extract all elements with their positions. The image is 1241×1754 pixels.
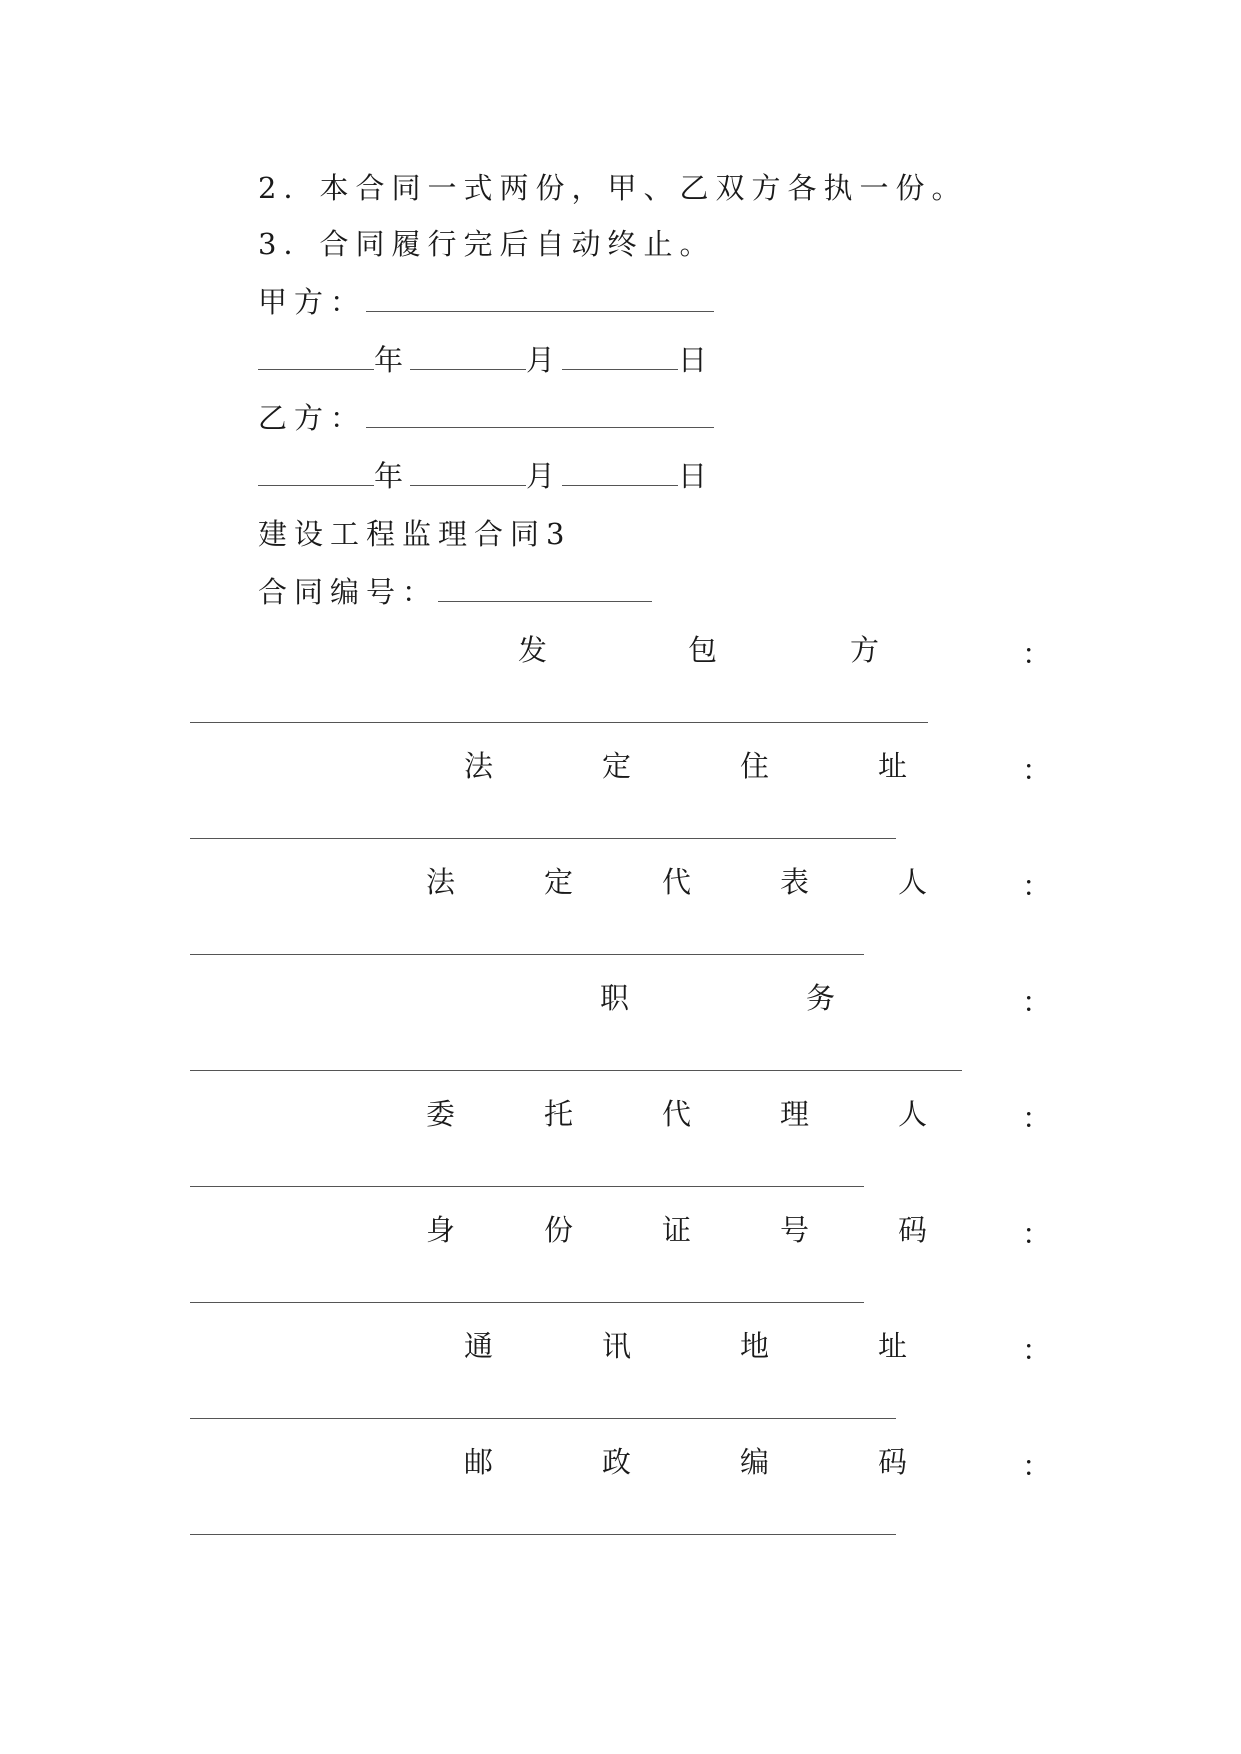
- year-label: 年: [374, 343, 411, 377]
- field-2-char-0: 法: [426, 865, 456, 899]
- party-a-year-blank[interactable]: [258, 343, 374, 370]
- field-4-char-3: 理: [780, 1097, 810, 1131]
- field-0-char-1: 包: [688, 633, 718, 667]
- field-3-colon: ：: [1022, 985, 1052, 1019]
- field-1-char-0: 法: [464, 749, 494, 783]
- year-label: 年: [374, 459, 411, 493]
- field-5-char-1: 份: [544, 1213, 574, 1247]
- field-4-char-4: 人: [898, 1097, 928, 1131]
- party-a-month-blank[interactable]: [410, 343, 526, 370]
- party-b-label: 乙方：: [258, 401, 367, 435]
- field-2-char-1: 定: [544, 865, 574, 899]
- party-b-line: [258, 398, 714, 438]
- field-7-blank[interactable]: [190, 1534, 896, 1535]
- field-4-blank[interactable]: [190, 1186, 864, 1187]
- contract-title: 建设工程监理合同3: [258, 517, 572, 551]
- field-6-blank[interactable]: [190, 1418, 896, 1419]
- field-3-char-1: 务: [806, 981, 836, 1015]
- field-0-char-2: 方: [850, 633, 880, 667]
- month-label: 月: [526, 343, 563, 377]
- field-0-colon: ：: [1022, 637, 1052, 671]
- party-b-day-blank[interactable]: [562, 459, 678, 486]
- clause-3: 3．合同履行完后自动终止。: [258, 227, 716, 261]
- field-1-char-2: 住: [740, 749, 770, 783]
- field-5-char-4: 码: [898, 1213, 928, 1247]
- party-a-date: [258, 340, 714, 380]
- field-7-char-1: 政: [602, 1445, 632, 1479]
- party-b-month-blank[interactable]: [410, 459, 526, 486]
- field-5-char-0: 身: [426, 1213, 456, 1247]
- contract-no-label: 合同编号：: [258, 575, 439, 609]
- field-3-char-0: 职: [600, 981, 630, 1015]
- field-0-char-0: 发: [518, 633, 548, 667]
- party-a-line: [258, 282, 714, 322]
- field-4-colon: ：: [1022, 1101, 1052, 1135]
- field-4-char-1: 托: [544, 1097, 574, 1131]
- field-2-char-3: 表: [780, 865, 810, 899]
- field-1-blank[interactable]: [190, 838, 896, 839]
- contract-no-line: [258, 572, 652, 612]
- field-0-blank[interactable]: [190, 722, 928, 723]
- field-7-colon: ：: [1022, 1449, 1052, 1483]
- party-b-date: [258, 456, 714, 496]
- field-1-char-3: 址: [878, 749, 908, 783]
- field-7-char-2: 编: [740, 1445, 770, 1479]
- field-2-colon: ：: [1022, 869, 1052, 903]
- field-6-colon: ：: [1022, 1333, 1052, 1367]
- field-5-char-2: 证: [662, 1213, 692, 1247]
- party-a-day-blank[interactable]: [562, 343, 678, 370]
- day-label: 日: [678, 459, 715, 493]
- field-5-blank[interactable]: [190, 1302, 864, 1303]
- party-a-blank[interactable]: [366, 285, 714, 312]
- field-2-blank[interactable]: [190, 954, 864, 955]
- party-b-blank[interactable]: [366, 401, 714, 428]
- field-4-char-2: 代: [662, 1097, 692, 1131]
- field-4-char-0: 委: [426, 1097, 456, 1131]
- month-label: 月: [526, 459, 563, 493]
- field-5-char-3: 号: [780, 1213, 810, 1247]
- field-7-char-3: 码: [878, 1445, 908, 1479]
- field-5-colon: ：: [1022, 1217, 1052, 1251]
- field-3-blank[interactable]: [190, 1070, 962, 1071]
- field-1-char-1: 定: [602, 749, 632, 783]
- field-6-char-0: 通: [464, 1329, 494, 1363]
- party-b-year-blank[interactable]: [258, 459, 374, 486]
- clause-2: 2．本合同一式两份，甲、乙双方各执一份。: [258, 171, 968, 205]
- field-6-char-3: 址: [878, 1329, 908, 1363]
- field-2-char-4: 人: [898, 865, 928, 899]
- field-6-char-1: 讯: [602, 1329, 632, 1363]
- field-2-char-2: 代: [662, 865, 692, 899]
- field-1-colon: ：: [1022, 753, 1052, 787]
- field-7-char-0: 邮: [464, 1445, 494, 1479]
- contract-no-blank[interactable]: [438, 575, 652, 602]
- day-label: 日: [678, 343, 715, 377]
- party-a-label: 甲方：: [258, 285, 367, 319]
- field-6-char-2: 地: [740, 1329, 770, 1363]
